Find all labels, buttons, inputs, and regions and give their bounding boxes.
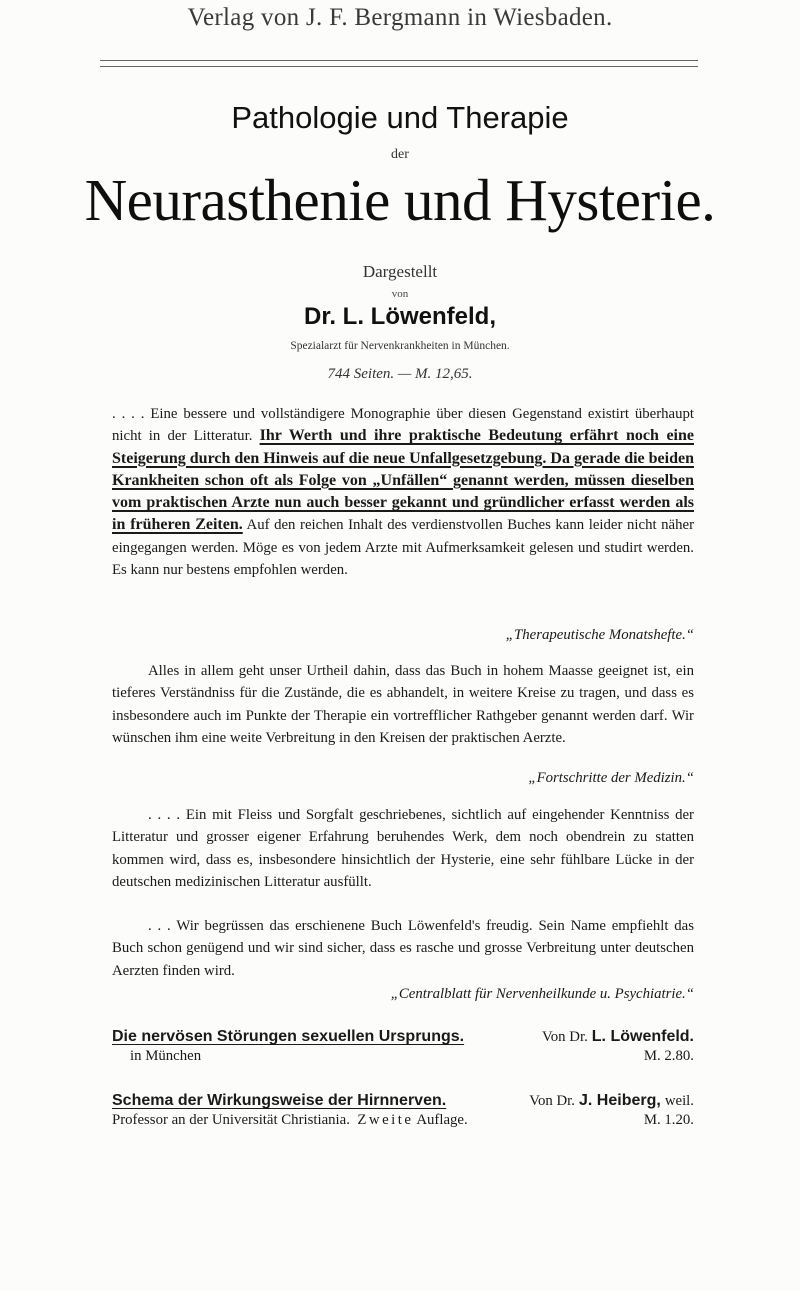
review1-tail: Auf den reichen Inhalt des verdienstvollen Buches kann leider nicht näher eingegangen werden. Möge es von jedem Arzte mit Aufmerksamkeit gelesen und studirt werden. Es kann nur bestens empfohlen werden. <box>112 517 695 579</box>
review-centralblatt: . . . Wir begrüssen das erschienene Buch Löwenfeld's freudig. Sein Name empfiehlt das Buch schon genügend und wir sind sicher, dass es rasche und grosse Verbreitung unter deutschen Aerzten finden wird. <box>112 918 694 979</box>
ad2-suffix: weil. <box>664 1093 694 1109</box>
main-title: Neurasthenie und Hysterie. <box>84 167 716 233</box>
ad2-details <box>112 1112 468 1129</box>
ad2-by: Von Dr. <box>529 1093 575 1109</box>
ad1-author: L. Löwenfeld. <box>591 1028 694 1045</box>
ad1-price: M. 2.80. <box>643 1048 694 1064</box>
ad1-line1 <box>112 1028 694 1046</box>
ad2-edition: Zweite <box>357 1112 414 1128</box>
ad2-author: J. Heiberg, <box>579 1092 661 1109</box>
review2-source: „Fortschritte der Medizin.“ <box>528 770 694 786</box>
author-name: Dr. L. Löwenfeld, <box>303 303 496 330</box>
ad2-byline <box>529 1092 694 1110</box>
ad2-edition-rest: Auflage. <box>416 1112 468 1128</box>
publisher-line: Verlag von J. F. Bergmann in Wiesbaden. <box>187 4 613 31</box>
ad1-byline <box>542 1028 694 1046</box>
ad1-by: Von Dr. <box>542 1029 588 1045</box>
review1-lead: . . . . Eine bessere und vollständigere Monographie über diesen Gegenstand existirt überhaupt nicht in der Litteratur. <box>112 406 694 445</box>
ad1-place: in München <box>130 1048 202 1064</box>
ad2-title: Schema der Wirkungsweise der Hirnnerven. <box>112 1092 447 1109</box>
ad2-line1 <box>112 1092 694 1110</box>
ad2-affiliation: Professor an der Universität Christiania. <box>112 1112 350 1128</box>
review-three: . . . . Ein mit Fleiss und Sorgfalt geschriebenes, sichtlich auf eingehender Kenntniss der Litteratur und grosser eigener Erfahrung beruhendes Werk, dem noch obendrein zu statten kommen wird, dass es, insbesondere hinsichtlich der Hysterie, eine sehr fühlbare Lücke in der deutschen medizinischen Litteratur ausfüllt. <box>112 807 694 890</box>
ad-hirnnerven <box>112 1092 694 1129</box>
review1-source: „Therapeutische Monatshefte.“ <box>505 627 694 643</box>
title-line-1: Pathologie und Therapie <box>231 100 569 135</box>
ad1-line2 <box>112 1048 694 1065</box>
title-der: der <box>391 147 409 162</box>
review1-bold: Ihr Werth und ihre praktische Bedeutung erfährt noch eine Steigerung durch den Hinweis auf die neue Unfallgesetzgebung. Da gerade die beiden Krankheiten schon oft als Folge von „Unfällen“ genannt werden, müssen dieselben vom praktischen Arzte nun auch besser gekannt und gründlicher erfasst werden als in früheren Zeiten. <box>112 427 694 534</box>
ad-sexuellen-ursprungs <box>112 1028 694 1065</box>
von-label: von <box>391 288 409 300</box>
review-fortschritte: Alles in allem geht unser Urtheil dahin, dass das Buch in hohem Maasse geeignet ist, ein tieferes Verständniss für die Zustände, die es abhandelt, in weitere Kreise zu tragen, und dass es insbesondere auch im Punkte der Therapie ein vortrefflicher Rathgeber genannt werden darf. Wir wünschen ihm eine weite Verbreitung in den Kreisen der praktischen Aerzte. <box>112 663 694 746</box>
ad2-price: M. 1.20. <box>643 1112 694 1128</box>
review4-source: „Centralblatt für Nervenheilkunde u. Psychiatrie.“ <box>390 986 694 1002</box>
review-therapeutische-monatshefte <box>112 403 694 581</box>
author-affiliation: Spezialarzt für Nervenkrankheiten in München. <box>290 340 510 352</box>
ad2-line2 <box>112 1112 694 1129</box>
page-count-price: 744 Seiten. — M. 12,65. <box>327 366 473 382</box>
ad1-title: Die nervösen Störungen sexuellen Ursprungs. <box>112 1028 465 1045</box>
dargestellt-label: Dargestellt <box>362 262 438 281</box>
double-rule-divider <box>100 60 698 67</box>
